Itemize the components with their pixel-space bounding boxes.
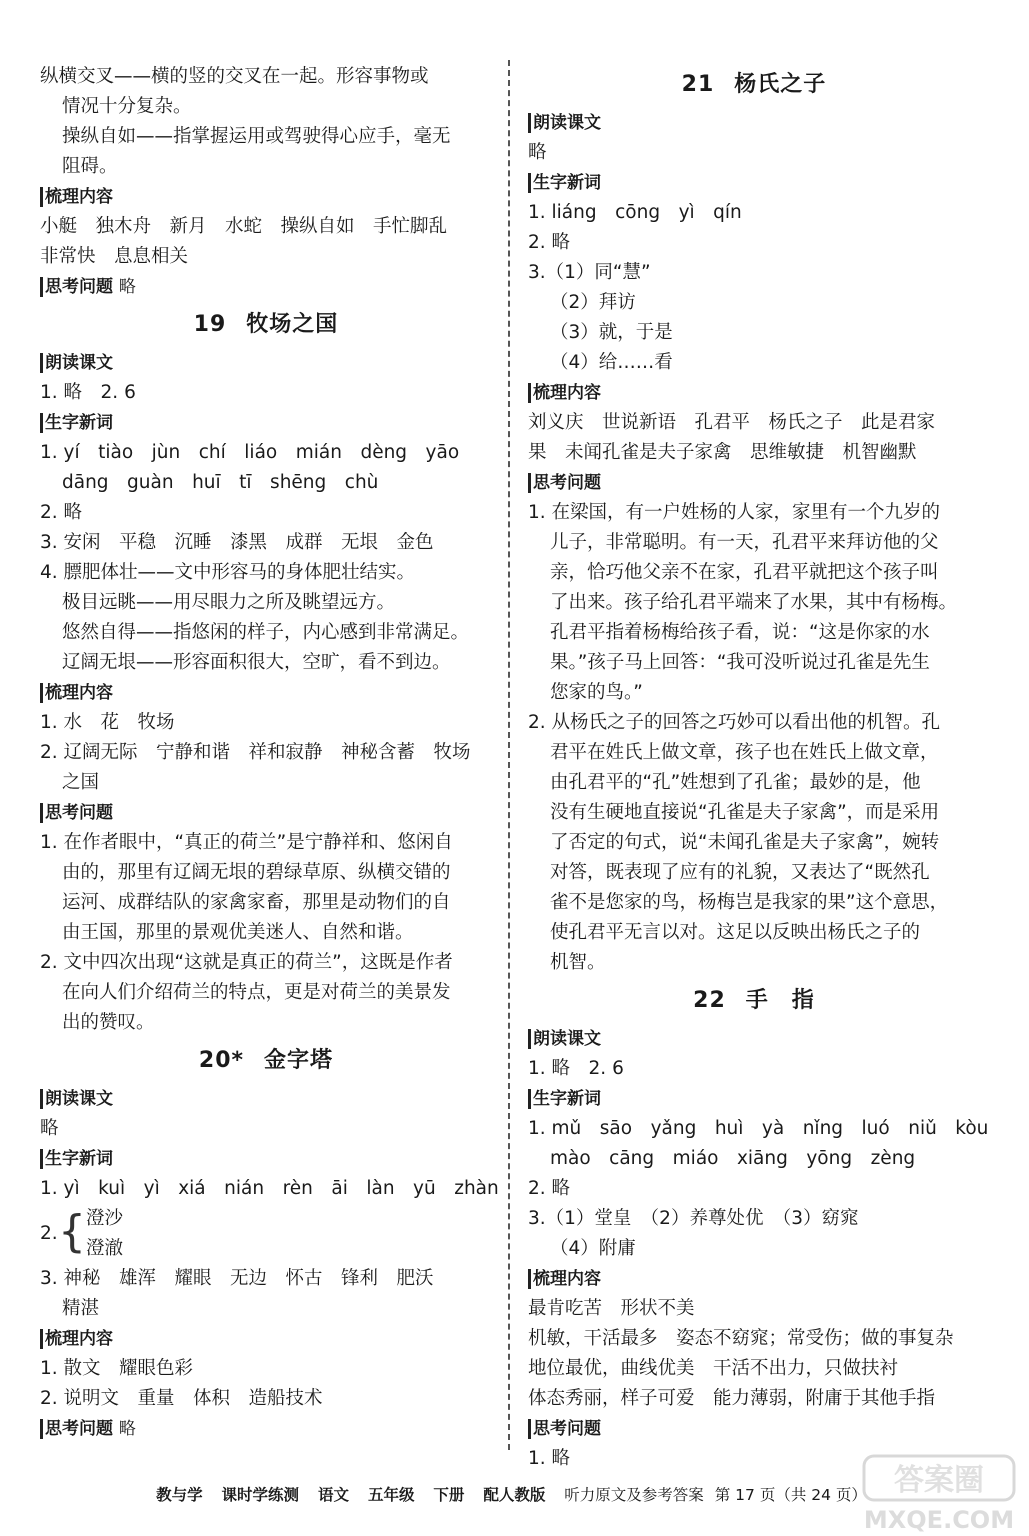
footer-edition: 配人教版 (483, 1486, 546, 1504)
watermark-text: MXQE.COM (863, 1506, 1015, 1534)
text-line: 2. 略 (528, 232, 571, 253)
heading-label: 梳理内容 (40, 683, 113, 703)
text-line: 3.（1）堂皇 （2）养尊处优 （3）窈窕 (528, 1208, 859, 1229)
lesson-title (528, 978, 980, 1024)
footer-brand: 教与学 (156, 1486, 203, 1504)
brace-group (40, 1204, 492, 1264)
footer-subject: 语文 (317, 1486, 349, 1504)
section-heading (40, 272, 492, 302)
lesson-name: 手 指 (745, 988, 815, 1013)
lesson-title (528, 62, 980, 108)
text-line: 2. 从杨氏之子的回答之巧妙可以看出他的机智。孔 (528, 712, 941, 733)
text-line: 纵横交叉——横的竖的交叉在一起。形容事物或 (40, 66, 429, 87)
section-heading (40, 1324, 492, 1354)
text-line: 辽阔无垠——形容面积很大，空旷，看不到边。 (62, 652, 451, 673)
text-line: 3. 安闲 平稳 沉睡 漆黑 成群 无垠 金色 (40, 532, 434, 553)
lesson-number: 22 (693, 988, 726, 1013)
section-heading (40, 408, 492, 438)
text-line: 雀不是您家的鸟，杨梅岂是我家的果”这个意思， (550, 892, 949, 913)
text-line: 使孔君平无言以对。这足以反映出杨氏之子的 (550, 922, 921, 943)
footer-section: 听力原文及参考答案 (564, 1486, 704, 1504)
lesson-title (40, 1038, 492, 1084)
heading-label: 梳理内容 (40, 187, 113, 207)
text-line: 2. 说明文 重量 体积 造船技术 (40, 1388, 323, 1409)
section-heading (40, 678, 492, 708)
text-line: 运河、成群结队的家禽家畜，那里是动物们的自 (62, 892, 451, 913)
text-line: 由的，那里有辽阔无垠的碧绿草原、纵横交错的 (62, 862, 451, 883)
heading-label: 思考问题 (40, 1419, 113, 1439)
section-heading (528, 168, 980, 198)
heading-label: 朗读课文 (40, 1089, 113, 1109)
text-line: 2. 略 (528, 1178, 571, 1199)
svg-text:答案圈: 答案圈 (894, 1463, 984, 1498)
text-line: 体态秀丽，样子可爱 能力薄弱，附庸于其他手指 (528, 1388, 936, 1409)
brace-icon: { (58, 1206, 86, 1257)
heading-label: 思考问题 (40, 277, 113, 297)
footer-grade: 五年级 (367, 1486, 415, 1504)
item-number: 2. (40, 1223, 58, 1244)
text-line: 略 (528, 142, 547, 163)
text-line: 澄沙 (86, 1208, 124, 1229)
heading-label: 生字新词 (528, 1089, 601, 1109)
text-line: 1. 略 2. 6 (40, 382, 136, 403)
text-line: dāng guàn huī tī shēng chù (62, 472, 379, 493)
text-line: 果 未闻孔雀是夫子家禽 思维敏捷 机智幽默 (528, 442, 917, 463)
section-heading (528, 378, 980, 408)
lesson-name: 牧场之国 (246, 312, 339, 337)
section-heading (528, 1084, 980, 1114)
text-line: 亲，恰巧他父亲不在家，孔君平就把这个孩子叫 (550, 562, 939, 583)
text-line: 您家的鸟。” (550, 682, 643, 703)
text-line: （4）附庸 (550, 1238, 636, 1259)
text-line: 最肯吃苦 形状不美 (528, 1298, 695, 1319)
section-heading (528, 468, 980, 498)
text-line: 1. yì kuì yì xiá nián rèn āi làn yū zhàn (40, 1178, 499, 1199)
text-line: 果。”孩子马上回答：“我可没听说过孔雀是先生 (550, 652, 930, 673)
text-line: 了否定的句式，说“未闻孔雀是夫子家禽”，婉转 (550, 832, 940, 853)
text-line: 1. 在作者眼中，“真正的荷兰”是宁静祥和、悠闲自 (40, 832, 453, 853)
heading-label: 思考问题 (528, 1419, 601, 1439)
footer-page-number: 第 17 页（共 24 页） (714, 1486, 867, 1504)
text-line: 由王国，那里的景观优美迷人、自然和谐。 (62, 922, 414, 943)
text-line: 操纵自如——指掌握运用或驾驶得心应手，毫无 (62, 126, 451, 147)
heading-label: 思考问题 (528, 473, 601, 493)
text-line: 1. liáng cōng yì qín (528, 202, 742, 223)
text-line: 儿子，非常聪明。有一天，孔君平来拜访他的父 (550, 532, 939, 553)
section-heading (40, 1414, 492, 1444)
heading-label: 朗读课文 (528, 113, 601, 133)
text-line: 4. 膘肥体壮——文中形容马的身体肥壮结实。 (40, 562, 416, 583)
answer-text: 略 (118, 277, 136, 297)
text-line: 1. 在梁国，有一户姓杨的人家，家里有一个九岁的 (528, 502, 941, 523)
section-heading (40, 1144, 492, 1174)
text-line: 地位最优，曲线优美 干活不出力，只做扶衬 (528, 1358, 899, 1379)
section-heading (528, 1024, 980, 1054)
text-line: （2）拜访 (550, 292, 636, 313)
text-line: 精湛 (62, 1298, 100, 1319)
text-line: 对答，既表现了应有的礼貌，又表达了“既然孔 (550, 862, 930, 883)
section-heading (528, 1264, 980, 1294)
heading-label: 朗读课文 (528, 1029, 601, 1049)
text-line: 君平在姓氏上做文章，孩子也在姓氏上做文章， (550, 742, 939, 763)
text-line: 2. 文中四次出现“这就是真正的荷兰”，这既是作者 (40, 952, 453, 973)
heading-label: 生字新词 (40, 1149, 113, 1169)
text-line: 非常快 息息相关 (40, 246, 189, 267)
heading-label: 梳理内容 (528, 1269, 601, 1289)
watermark-logo (848, 1452, 1026, 1534)
text-line: 由孔君平的“孔”姓想到了孔雀；最妙的是，他 (550, 772, 921, 793)
footer-series: 课时学练测 (221, 1486, 300, 1504)
text-line: 机智。 (550, 952, 606, 973)
heading-label: 思考问题 (40, 803, 113, 823)
text-line: 情况十分复杂。 (62, 96, 192, 117)
text-line: 1. 散文 耀眼色彩 (40, 1358, 194, 1379)
footer-volume: 下册 (433, 1486, 465, 1504)
left-column (40, 62, 499, 1444)
text-line: 极目远眺——用尽眼力之所及眺望远方。 (62, 592, 396, 613)
lesson-number: 20* (198, 1048, 245, 1073)
section-heading (40, 798, 492, 828)
text-line: 2. 辽阔无际 宁静和谐 祥和寂静 神秘含蓄 牧场 (40, 742, 471, 763)
heading-label: 梳理内容 (528, 383, 601, 403)
text-line: 1. 略 2. 6 (528, 1058, 624, 1079)
text-line: 了出来。孩子给孔君平端来了水果，其中有杨梅。 (550, 592, 958, 613)
lesson-name: 金字塔 (264, 1048, 334, 1073)
text-line: 1. 水 花 牧场 (40, 712, 175, 733)
text-line: 略 (40, 1118, 59, 1139)
heading-label: 生字新词 (528, 173, 601, 193)
lesson-title (40, 302, 492, 348)
text-line: 阻碍。 (62, 156, 118, 177)
text-line: 1. 略 (528, 1448, 571, 1469)
answer-text: 略 (118, 1419, 136, 1439)
text-line: 澄澈 (86, 1238, 124, 1259)
text-line: 出的赞叹。 (62, 1012, 155, 1033)
lesson-number: 21 (681, 72, 715, 97)
column-divider (508, 60, 510, 1450)
text-line: 没有生硬地直接说“孔雀是夫子家禽”，而是采用 (550, 802, 940, 823)
text-line: 2. 略 (40, 502, 83, 523)
right-column (528, 62, 989, 1474)
text-line: 1. yí tiào jùn chí liáo mián dèng yāo (40, 442, 460, 463)
brace-lines (86, 1204, 123, 1264)
text-line: 刘义庆 世说新语 孔君平 杨氏之子 此是君家 (528, 412, 936, 433)
section-heading (528, 108, 980, 138)
heading-label: 生字新词 (40, 413, 113, 433)
section-heading (528, 1414, 980, 1444)
text-line: （4）给……看 (550, 352, 673, 373)
text-line: 之国 (62, 772, 100, 793)
text-line: 小艇 独木舟 新月 水蛇 操纵自如 手忙脚乱 (40, 216, 448, 237)
lesson-number: 19 (193, 312, 227, 337)
section-heading (40, 182, 492, 212)
text-line: 机敏，干活最多 姿态不窈窕；常受伤；做的事复杂 (528, 1328, 954, 1349)
text-line: 在向人们介绍荷兰的特点，更是对荷兰的美景发 (62, 982, 451, 1003)
text-line: 1. mǔ sāo yǎng huì yà nǐng luó niǔ kòu (528, 1118, 989, 1139)
heading-label: 朗读课文 (40, 353, 113, 373)
section-heading (40, 348, 492, 378)
text-line: 3.（1）同“慧” (528, 262, 651, 283)
text-line: 悠然自得——指悠闲的样子，内心感到非常满足。 (62, 622, 470, 643)
text-line: （3）就，于是 (550, 322, 673, 343)
text-line: mào cāng miáo xiāng yōng zèng (550, 1148, 916, 1169)
section-heading (40, 1084, 492, 1114)
text-line: 3. 神秘 雄浑 耀眼 无边 怀古 锋利 肥沃 (40, 1268, 434, 1289)
heading-label: 梳理内容 (40, 1329, 113, 1349)
text-line: 孔君平指着杨梅给孩子看，说：“这是你家的水 (550, 622, 930, 643)
lesson-name: 杨氏之子 (734, 72, 827, 97)
